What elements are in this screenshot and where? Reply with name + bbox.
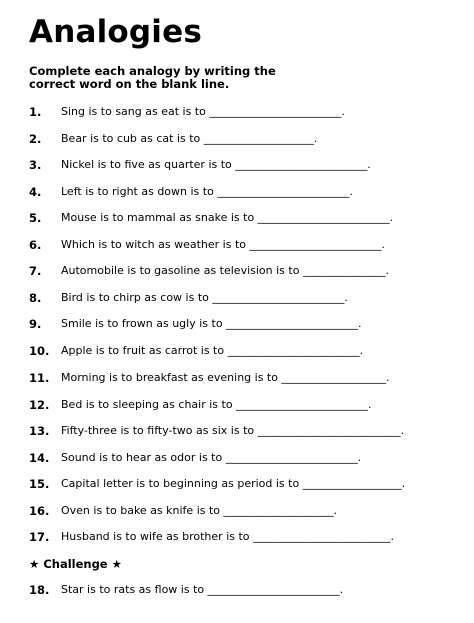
item-number: 16. [29,504,50,518]
item-text: Sing is to sang as eat is to ________________________. [61,105,345,118]
instructions-line-2: correct word on the blank line. [29,77,230,91]
item-text: Bird is to chirp as cow is to ________________________. [61,291,348,304]
item-number: 5. [29,211,42,225]
instructions-line-1: Complete each analogy by writing the [29,64,276,78]
item-number: 18. [29,583,50,597]
item-number: 4. [29,185,42,199]
challenge-heading: ★ Challenge ★ [29,557,122,571]
item-text: Nickel is to five as quarter is to ________________________. [61,158,371,171]
item-number: 10. [29,344,50,358]
item-number: 7. [29,264,42,278]
item-text: Star is to rats as flow is to ________________________. [61,583,344,596]
item-number: 1. [29,105,42,119]
item-text: Fifty-three is to fifty-two as six is to __________________________. [61,424,405,437]
item-number: 11. [29,371,50,385]
item-text: Capital letter is to beginning as period is to __________________. [61,477,406,490]
item-number: 9. [29,317,42,331]
item-text: Left is to right as down is to ________________________. [61,185,353,198]
item-text: Oven is to bake as knife is to ____________________. [61,504,338,517]
item-text: Automobile is to gasoline as television is to _______________. [61,264,389,277]
item-text: Bear is to cub as cat is to ____________________. [61,132,318,145]
item-text: Morning is to breakfast as evening is to ___________________. [61,371,390,384]
item-number: 14. [29,451,50,465]
item-number: 6. [29,238,42,252]
item-text: Smile is to frown as ugly is to ________________________. [61,317,362,330]
item-text: Husband is to wife as brother is to _________________________. [61,530,395,543]
item-number: 8. [29,291,42,305]
item-number: 13. [29,424,50,438]
item-text: Bed is to sleeping as chair is to ________________________. [61,398,372,411]
item-text: Mouse is to mammal as snake is to ________________________. [61,211,394,224]
item-text: Apple is to fruit as carrot is to ________________________. [61,344,364,357]
item-number: 2. [29,132,42,146]
item-number: 15. [29,477,50,491]
item-text: Which is to witch as weather is to ________________________. [61,238,385,251]
item-text: Sound is to hear as odor is to ________________________. [61,451,362,464]
instructions [29,65,329,91]
item-number: 17. [29,530,50,544]
item-number: 3. [29,158,42,172]
item-number: 12. [29,398,50,412]
page-title: Analogies [29,14,202,50]
